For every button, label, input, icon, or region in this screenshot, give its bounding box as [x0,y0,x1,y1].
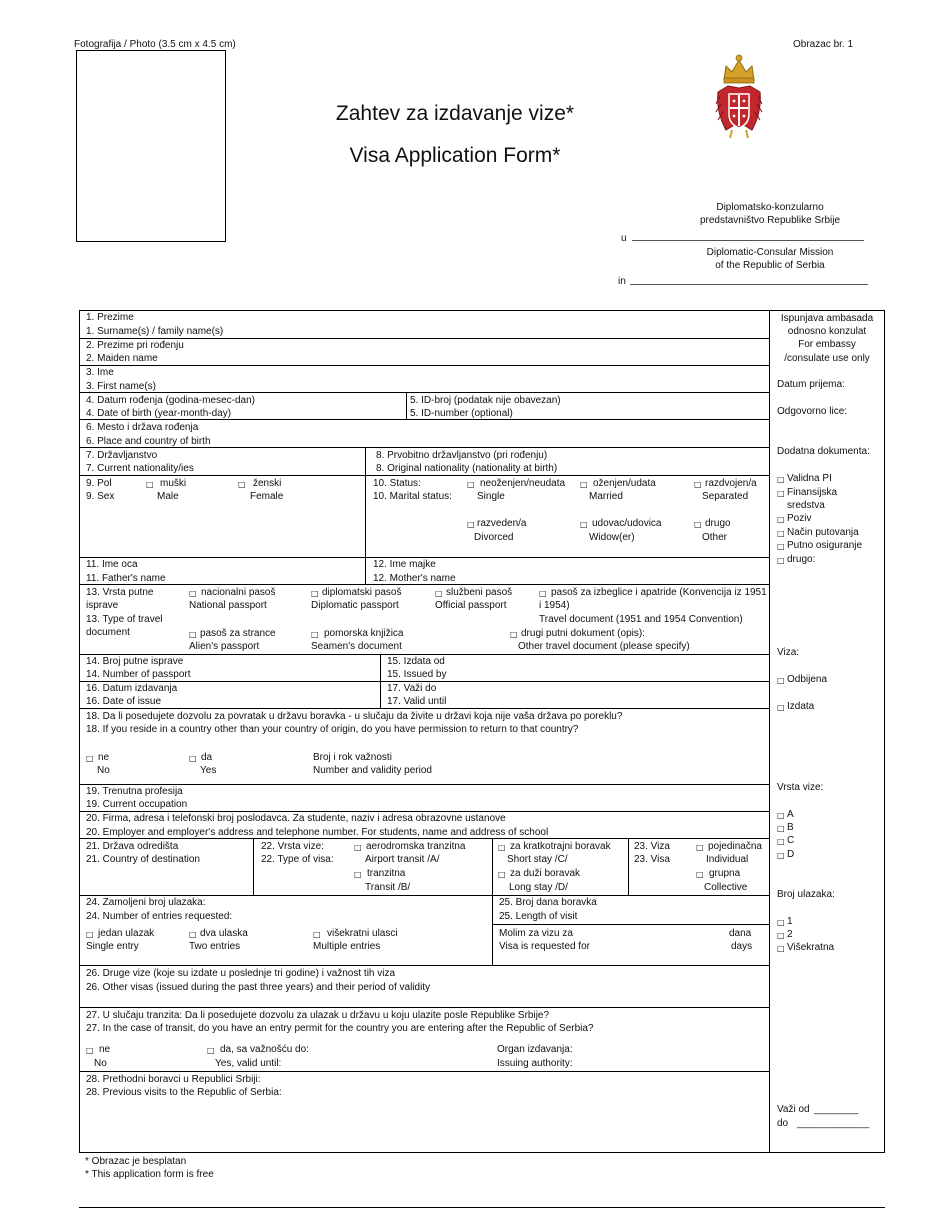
f13-alien-checkbox[interactable]: □ [189,630,197,639]
f10-separated-checkbox[interactable]: □ [694,480,702,489]
f10-separated-en: Separated [702,491,749,502]
f16-label-en: 16. Date of issue [86,696,162,707]
f9-female-sr: ženski [253,478,282,489]
mission-sr-line1: Diplomatsko-konzularno [716,202,824,213]
doc-insurance-label: Putno osiguranje [787,540,863,551]
f18-number-en: Number and validity period [313,765,432,776]
f10-label-en: 10. Marital status: [373,491,452,502]
doc-valid-label: Validna PI [787,473,832,484]
f20-label-en: 20. Employer and employer's address and telephone number. For students, name and address of school [86,827,549,838]
visa-refused-checkbox[interactable]: □ [777,676,785,685]
f21-label-sr: 21. Država odredišta [86,841,179,852]
f25-label-en: 25. Length of visit [499,911,578,922]
f3-label-en: 3. First name(s) [86,381,157,392]
f12-label-en: 12. Mother's name [373,573,456,584]
sidebar-head-4: /consulate use only [784,353,870,364]
sidebar-responsible: Odgovorno lice: [777,406,848,417]
mission-en-line1: Diplomatic-Consular Mission [706,247,834,258]
f9-male-sr: muški [160,478,187,489]
doc-valid-checkbox[interactable]: □ [777,475,785,484]
f10-separated-sr: razdvojen/a [705,478,757,489]
doc-travel-checkbox[interactable]: □ [777,529,785,538]
f9-female-en: Female [250,491,284,502]
f8-label-en: 8. Original nationality (nationality at birth) [376,463,558,474]
doc-funds-checkbox[interactable]: □ [777,489,785,498]
f22-long-en: Long stay /D/ [509,882,568,893]
f23-group-checkbox[interactable]: □ [696,870,704,879]
f13-seamen-sr: pomorska knjižica [324,628,404,639]
f13-national-checkbox[interactable]: □ [189,589,197,598]
sidebar-head-3: For embassy [798,339,856,350]
f15-label-sr: 15. Izdata od [387,656,445,667]
f14-label-sr: 14. Broj putne isprave [86,656,184,667]
f10-widow-en: Widow(er) [589,532,635,543]
f10-single-sr: neoženjen/neudata [480,478,566,489]
footer-note-en: * This application form is free [85,1169,214,1180]
f10-other-checkbox[interactable]: □ [694,520,702,529]
type-b-label: B [787,822,794,833]
f22-transit-sr: tranzitna [367,868,406,879]
visa-refused-label: Odbijena [787,674,828,685]
f24-two-checkbox[interactable]: □ [189,930,197,939]
f27-label-sr: 27. U slučaju tranzita: Da li posedujete dozvolu za ulazak u državu u koju ulazite posle Republike Srbije? [86,1010,550,1021]
f10-single-checkbox[interactable]: □ [467,480,475,489]
f10-divorced-sr: razveden/a [477,518,527,529]
footer-note-sr: * Obrazac je besplatan [85,1156,187,1167]
f11-label-en: 11. Father's name [86,573,166,584]
f13-refugee-sr-1: pasoš za izbeglice i apatride (Konvencija iz 1951 [551,587,767,598]
title-serbian: Zahtev za izdavanje vize* [335,102,575,125]
entries-multi-checkbox[interactable]: □ [777,944,785,953]
doc-funds-label-1: Finansijska [787,487,838,498]
coat-of-arms-icon [714,52,764,142]
doc-funds-label-2: sredstva [787,500,825,511]
f18-yes-en: Yes [200,765,217,776]
f18-no-en: No [97,765,110,776]
f2-label-en: 2. Maiden name [86,353,158,364]
type-d-label: D [787,849,795,860]
f13-seamen-checkbox[interactable]: □ [311,630,319,639]
mission-in-prefix: in [618,276,626,287]
f24-single-en: Single entry [86,941,139,952]
f4-label-en: 4. Date of birth (year-month-day) [86,408,232,419]
f6-label-en: 6. Place and country of birth [86,436,211,447]
f23-individual-sr: pojedinačna [708,841,762,852]
embassy-use-panel [769,310,885,1153]
f10-divorced-checkbox[interactable]: □ [467,520,475,529]
entries-multi-label: Višekratna [787,942,835,953]
f18-yes-sr: da [201,752,213,763]
f23-individual-en: Individual [706,854,749,865]
f27-yes-checkbox[interactable]: □ [207,1046,215,1055]
photo-box[interactable] [76,50,226,242]
sidebar-visa: Viza: [777,647,800,658]
f7-label-en: 7. Current nationality/ies [86,463,194,474]
f3-label-sr: 3. Ime [86,367,114,378]
f1-label-en: 1. Surname(s) / family name(s) [86,326,224,337]
doc-invitation-label: Poziv [787,513,812,524]
f17-label-en: 17. Valid until [387,696,447,707]
f27-no-en: No [94,1058,107,1069]
f22-short-en: Short stay /C/ [507,854,568,865]
entries-1-label: 1 [787,916,793,927]
valid-to-input[interactable]: _____________ [797,1118,870,1129]
entries-1-checkbox[interactable]: □ [777,918,785,927]
f10-label-sr: 10. Status: [373,478,421,489]
f23-group-sr: grupna [709,868,741,879]
f13-label-sr-1: 13. Vrsta putne [86,587,154,598]
valid-from-input[interactable]: ________ [814,1104,859,1115]
f24-two-en: Two entries [189,941,241,952]
f27-authority-en: Issuing authority: [497,1058,573,1069]
f25-days-en: days [731,941,753,952]
mission-u-input[interactable] [632,240,864,241]
f23-group-en: Collective [704,882,748,893]
f13-label-en-1: 13. Type of travel [86,614,163,625]
f10-other-sr: drugo [705,518,731,529]
f10-married-checkbox[interactable]: □ [580,480,588,489]
footer-divider [79,1207,885,1208]
visa-issued-label: Izdata [787,701,815,712]
title-english: Visa Application Form* [349,144,561,167]
f6-label-sr: 6. Mesto i država rođenja [86,422,199,433]
sidebar-entries: Broj ulazaka: [777,889,835,900]
f13-official-sr: službeni pasoš [446,587,513,598]
f22-airport-en: Airport transit /A/ [365,854,440,865]
sidebar-additional-docs: Dodatna dokumenta: [777,446,870,457]
f24-label-sr: 24. Zamoljeni broj ulazaka: [86,897,206,908]
f10-widow-checkbox[interactable]: □ [580,520,588,529]
f13-other-checkbox[interactable]: □ [510,630,518,639]
f22-airport-sr: aerodromska tranzitna [366,841,466,852]
type-a-label: A [787,809,794,820]
f9-label-en: 9. Sex [86,491,115,502]
f24-two-sr: dva ulaska [200,928,248,939]
f24-multiple-checkbox[interactable]: □ [313,930,321,939]
f17-label-sr: 17. Važi do [387,683,437,694]
doc-travel-label: Način putovanja [787,527,859,538]
type-a-checkbox[interactable]: □ [777,811,785,820]
f27-yes-sr: da, sa važnošću do: [220,1044,309,1055]
f16-label-sr: 16. Datum izdavanja [86,683,178,694]
f24-single-checkbox[interactable]: □ [86,930,94,939]
f25-days-sr: dana [729,928,752,939]
sidebar-head-2: odnosno konzulat [787,326,867,337]
visa-issued-checkbox[interactable]: □ [777,703,785,712]
f13-refugee-sr-2: i 1954) [539,600,570,611]
f26-label-en: 26. Other visas (issued during the past three years) and their period of validity [86,982,431,993]
f9-label-sr: 9. Pol [86,478,112,489]
f14-label-en: 14. Number of passport [86,669,191,680]
f27-yes-en: Yes, valid until: [215,1058,282,1069]
f13-official-en: Official passport [435,600,507,611]
f25-label-sr: 25. Broj dana boravka [499,897,597,908]
mission-in-input[interactable] [630,284,868,285]
f11-label-sr: 11. Ime oca [86,559,138,570]
f13-label-sr-2: isprave [86,600,119,611]
doc-invitation-checkbox[interactable]: □ [777,515,785,524]
f13-alien-sr: pasoš za strance [200,628,276,639]
f22-transit-checkbox[interactable]: □ [354,870,362,879]
f18-number-sr: Broj i rok važnosti [313,752,392,763]
f22-label-en: 22. Type of visa: [261,854,334,865]
sidebar-visa-type: Vrsta vize: [777,782,824,793]
f18-no-checkbox[interactable]: □ [86,754,94,763]
form-number: Obrazac br. 1 [793,39,854,50]
type-c-checkbox[interactable]: □ [777,837,785,846]
entries-2-label: 2 [787,929,793,940]
f23-individual-checkbox[interactable]: □ [696,843,704,852]
f5-label-sr: 5. ID-broj (podatak nije obavezan) [410,395,561,406]
valid-to-label: do [777,1118,789,1129]
f13-diplomatic-checkbox[interactable]: □ [311,589,319,598]
f27-no-checkbox[interactable]: □ [86,1046,94,1055]
f13-seamen-en: Seamen's document [311,641,402,652]
photo-label: Fotografija / Photo (3.5 cm x 4.5 cm) [74,39,236,50]
f25-request-sr: Molim za vizu za [499,928,573,939]
f13-national-sr: nacionalni pasoš [201,587,276,598]
f13-label-en-2: document [86,627,130,638]
f9-male-checkbox[interactable]: □ [146,480,154,489]
doc-insurance-checkbox[interactable]: □ [777,542,785,551]
type-c-label: C [787,835,795,846]
f7-label-sr: 7. Državljanstvo [86,450,158,461]
f22-short-checkbox[interactable]: □ [498,843,506,852]
f13-diplomatic-sr: diplomatski pasoš [322,587,402,598]
f13-other-sr: drugi putni dokument (opis): [521,628,645,639]
mission-u-prefix: u [621,233,627,244]
f18-label-sr: 18. Da li posedujete dozvolu za povratak u državu boravka - u slučaju da živite u državi koja nije vaša država po poreklu? [86,711,623,722]
f24-label-en: 24. Number of entries requested: [86,911,233,922]
f28-label-sr: 28. Prethodni boravci u Republici Srbiji: [86,1074,261,1085]
f1-label-sr: 1. Prezime [86,312,134,323]
f28-label-en: 28. Previous visits to the Republic of Serbia: [86,1087,282,1098]
f20-label-sr: 20. Firma, adresa i telefonski broj poslodavca. Za studente, naziv i adresa obrazovne ustanove [86,813,506,824]
entries-2-checkbox[interactable]: □ [777,931,785,940]
f10-single-en: Single [477,491,505,502]
type-d-checkbox[interactable]: □ [777,851,785,860]
f5-label-en: 5. ID-number (optional) [410,408,513,419]
f21-label-en: 21. Country of destination [86,854,200,865]
mission-sr-line2: predstavništvo Republike Srbije [699,215,841,226]
f22-label-sr: 22. Vrsta vize: [261,841,324,852]
f13-refugee-en: Travel document (1951 and 1954 Convention) [539,614,743,625]
f24-multiple-en: Multiple entries [313,941,381,952]
f23-label-en: 23. Visa [634,854,670,865]
doc-other-label: drugo: [787,554,816,565]
f13-other-en: Other travel document (please specify) [518,641,690,652]
f2-label-sr: 2. Prezime pri rođenju [86,340,184,351]
f9-male-en: Male [157,491,179,502]
f22-transit-en: Transit /B/ [365,882,411,893]
f10-married-sr: oženjen/udata [593,478,656,489]
mission-en-line2: of the Republic of Serbia [715,260,825,271]
f22-long-sr: za duži boravak [510,868,581,879]
f13-alien-en: Alien's passport [189,641,260,652]
f10-widow-sr: udovac/udovica [592,518,662,529]
f25-request-en: Visa is requested for [499,941,590,952]
f10-other-en: Other [702,532,728,543]
f18-yes-checkbox[interactable]: □ [189,754,197,763]
f22-short-sr: za kratkotrajni boravak [510,841,611,852]
doc-other-checkbox[interactable]: □ [777,556,785,565]
f10-divorced-en: Divorced [474,532,514,543]
f23-label-sr: 23. Viza [634,841,670,852]
f15-label-en: 15. Issued by [387,669,447,680]
f13-refugee-checkbox[interactable]: □ [539,589,547,598]
f19-label-en: 19. Current occupation [86,799,188,810]
sidebar-head-1: Ispunjava ambasada [780,313,874,324]
f18-no-sr: ne [98,752,110,763]
type-b-checkbox[interactable]: □ [777,824,785,833]
f22-long-checkbox[interactable]: □ [498,870,506,879]
f19-label-sr: 19. Trenutna profesija [86,786,183,797]
f24-multiple-sr: višekratni ulasci [327,928,398,939]
f18-label-en: 18. If you reside in a country other than your country of origin, do you have permission to return to that country? [86,724,579,735]
f26-label-sr: 26. Druge vize (koje su izdate u poslednje tri godine) i važnost tih viza [86,968,396,979]
sidebar-date-received: Datum prijema: [777,379,845,390]
f13-diplomatic-en: Diplomatic passport [311,600,399,611]
f9-female-checkbox[interactable]: □ [238,480,246,489]
f13-official-checkbox[interactable]: □ [435,589,443,598]
f27-no-sr: ne [99,1044,111,1055]
valid-from-label: Važi od [777,1104,810,1115]
f22-airport-checkbox[interactable]: □ [354,843,362,852]
f24-single-sr: jedan ulazak [98,928,155,939]
f27-authority-sr: Organ izdavanja: [497,1044,573,1055]
f27-label-en: 27. In the case of transit, do you have an entry permit for the country you are entering after the Republic of Serbia? [86,1023,594,1034]
f13-national-en: National passport [189,600,267,611]
f10-married-en: Married [589,491,623,502]
f12-label-sr: 12. Ime majke [373,559,436,570]
f4-label-sr: 4. Datum rođenja (godina-mesec-dan) [86,395,255,406]
f8-label-sr: 8. Prvobitno državljanstvo (pri rođenju) [376,450,548,461]
